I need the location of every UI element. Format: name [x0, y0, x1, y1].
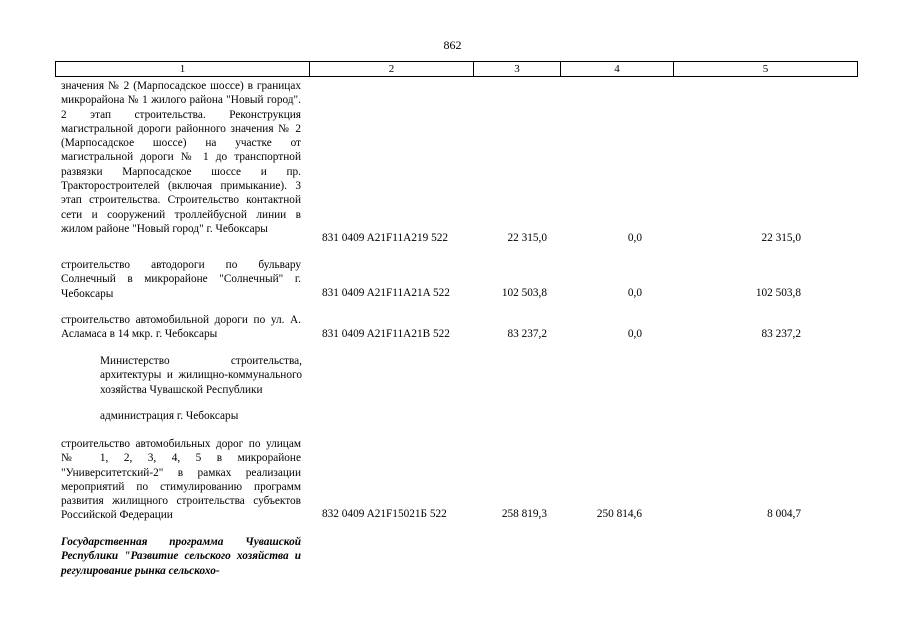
- amount-column-5: 8 004,7: [767, 508, 801, 520]
- amount-column-3: 83 237,2: [507, 328, 547, 340]
- budget-code: 832 0409 A21F15021Б 522: [322, 508, 447, 520]
- column-header-1: 1: [56, 62, 310, 76]
- table-header: [55, 61, 858, 77]
- row-description: значения № 2 (Марпосадское шоссе) в границах микрорайона № 1 жилого района "Новый город". 2 этап строительства. Реконструкция магистральной дороги районного значения № 2 (Марпосадское шоссе) на участке от магистральной дороги № 1 до транспортной развязки Марпосадское шоссе и пр. Тракторостроителей (включая примыкание). 3 этап строительства. Строительство контактной сети и сооружений троллейбусной линии в жилом районе "Новый город" г. Чебоксары: [61, 80, 301, 235]
- column-header-2: 2: [310, 62, 474, 76]
- row-description: строительство автодороги по бульвару Солнечный в микрорайоне "Солнечный" г. Чебоксары: [61, 259, 301, 300]
- budget-code: 831 0409 A21F11A219 522: [322, 232, 449, 244]
- amount-column-5: 22 315,0: [761, 232, 801, 244]
- amount-column-3: 258 819,3: [501, 508, 547, 520]
- amount-column-4: 0,0: [627, 328, 642, 340]
- amount-column-3: 22 315,0: [507, 232, 547, 244]
- row-description: строительство автомобильной дороги по ул. А. Асламаса в 14 мкр. г. Чебоксары: [61, 314, 301, 341]
- row-description: администрация г. Чебоксары: [100, 410, 239, 422]
- amount-column-4: 0,0: [627, 232, 642, 244]
- budget-code: 831 0409 A21F11A21A 522: [322, 287, 450, 299]
- row-description: строительство автомобильных дорог по улицам № 1, 2, 3, 4, 5 в микрорайоне "Университетский-2" в рамках реализации мероприятий по стимулированию программ развития жилищного строительства субъектов Российской Федерации: [61, 438, 301, 522]
- row-description: Министерство строительства, архитектуры и жилищно-коммунального хозяйства Чувашской Республики: [100, 355, 302, 396]
- column-header-4: 4: [561, 62, 674, 76]
- column-header-5: 5: [762, 63, 769, 75]
- amount-column-5: 83 237,2: [761, 328, 801, 340]
- program-heading: Государственная программа Чувашской Республики "Развитие сельского хозяйства и регулирование рынка сельскохо-: [61, 536, 301, 577]
- amount-column-4: 250 814,6: [596, 508, 642, 520]
- column-header-3: 3: [474, 62, 561, 76]
- amount-column-4: 0,0: [627, 287, 642, 299]
- amount-column-5: 102 503,8: [755, 287, 801, 299]
- budget-code: 831 0409 A21F11A21B 522: [322, 328, 450, 340]
- amount-column-3: 102 503,8: [501, 287, 547, 299]
- page-number: 862: [443, 38, 462, 52]
